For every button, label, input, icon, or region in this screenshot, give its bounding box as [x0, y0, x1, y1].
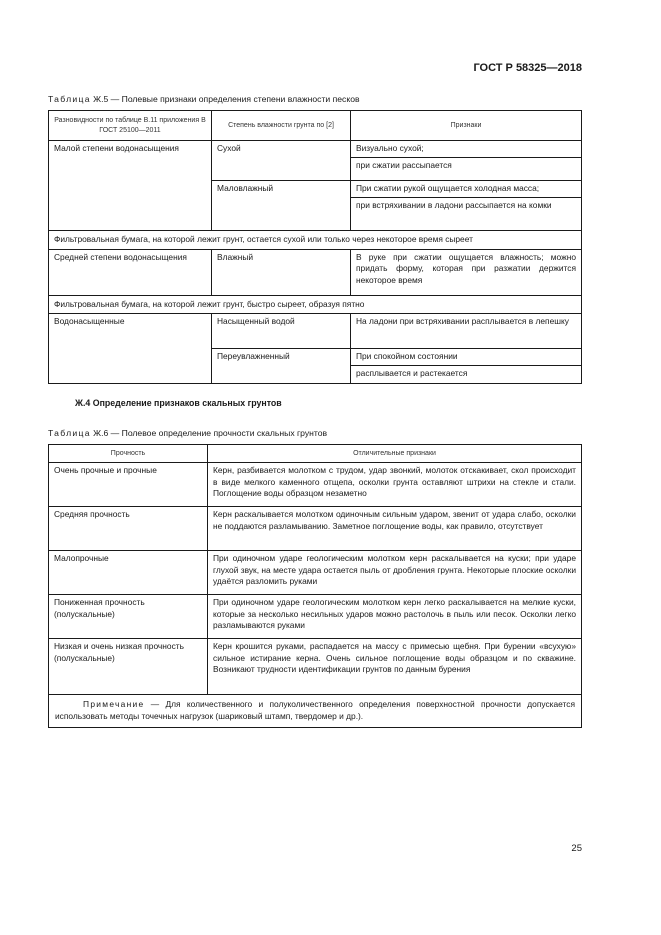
- table6-signs-cell: При одиночном ударе геологическим молотком керн легко раскалывается на мелкие куски, которые за несколько несильных ударов можно растолочь в пыль или песок. Осколки легко разламываются руками: [208, 595, 582, 639]
- table5-header-degree: Степень влажности грунта по [2]: [212, 111, 351, 141]
- table5-note-row: Фильтровальная бумага, на которой лежит грунт, остается сухой или только через некоторое время сыреет: [49, 231, 582, 250]
- table5-degree-cell: Влажный: [212, 249, 351, 295]
- table6-note-text: — Для количественного и полуколичественного определения поверхностной прочности допускается использовать методы точечных нагрузок (шариковый штамп, твердомер и др.).: [55, 699, 575, 721]
- document-code: ГОСТ Р 58325—2018: [473, 62, 582, 74]
- table6-strength-cell: Низкая и очень низкая прочность (полускальные): [49, 639, 208, 695]
- table6-signs-cell: Керн раскалывается молотком одиночным сильным ударом, звенит от удара слабо, осколки не поддаются разламыванию. Заметное поглощение воды, как правило, отсутствует: [208, 507, 582, 551]
- table6: [48, 444, 582, 728]
- table6-signs-cell: Керн крошится руками, распадается на массу с примесью щебня. При бурении «всухую» сильное истирание керна. Очень сильное поглощение воды образцом и по скважине. Возникают трудности идентификации грунтов по данным бурения: [208, 639, 582, 695]
- table5-degree-cell: Насыщенный водой: [212, 314, 351, 349]
- table6-header-signs: Отличительные признаки: [208, 445, 582, 463]
- table5-signs-cell: [351, 141, 582, 181]
- table5-degree-cell: Переувлажненный: [212, 349, 351, 384]
- table5: [48, 110, 582, 384]
- table6-strength-cell: Средняя прочность: [49, 507, 208, 551]
- page-number: 25: [571, 843, 582, 854]
- table6-caption-prefix: Таблица: [48, 428, 91, 438]
- table5-degree-cell: Маловлажный: [212, 181, 351, 231]
- table5-signs-cell: [351, 181, 582, 231]
- table5-signs-cell: В руке при сжатии ощущается влажность; можно придать форму, которая при разжатии держится некоторое время: [351, 249, 582, 295]
- table5-header-kind: Разновидности по таблице В.11 приложения В ГОСТ 25100—2011: [49, 111, 212, 141]
- table6-strength-cell: Очень прочные и прочные: [49, 463, 208, 507]
- table5-kind-cell: Водонасыщенные: [49, 314, 212, 384]
- table6-note-label: Примечание: [83, 699, 145, 709]
- table5-degree-cell: Сухой: [212, 141, 351, 181]
- table5-caption-text: Ж.5 — Полевые признаки определения степени влажности песков: [90, 94, 360, 104]
- table6-strength-cell: Пониженная прочность (полускальные): [49, 595, 208, 639]
- table5-sign-line: при встряхивании в ладони рассыпается на комки: [351, 197, 581, 214]
- table5-caption-prefix: Таблица: [48, 94, 91, 104]
- table5-caption: [48, 94, 360, 104]
- table6-header-strength: Прочность: [49, 445, 208, 463]
- section-heading: Ж.4 Определение признаков скальных грунтов: [75, 398, 282, 408]
- table5-kind-cell: Средней степени водонасыщения: [49, 249, 212, 295]
- table6-signs-cell: Керн, разбивается молотком с трудом, удар звонкий, молоток отскакивает, скол происходит в виде мелкого каменного отщепа, осколки грунта оставляют штрихи на стекле и стали. Поглощение воды образцом незаметно: [208, 463, 582, 507]
- table5-sign-line: При спокойном состоянии: [356, 351, 458, 361]
- table6-strength-cell: Малопрочные: [49, 551, 208, 595]
- table5-header-signs: Признаки: [351, 111, 582, 141]
- table5-signs-cell: [351, 349, 582, 384]
- table5-sign-line: Визуально сухой;: [356, 143, 424, 153]
- table6-caption: [48, 428, 327, 438]
- table6-signs-cell: При одиночном ударе геологическим молотком керн раскалывается на куски; при ударе глухой звук, на месте удара остается пыль от дробления грунта. Некоторые плоские осколки удаётся разломить руками: [208, 551, 582, 595]
- table5-sign-line: При сжатии рукой ощущается холодная масса;: [356, 183, 540, 193]
- table6-caption-text: Ж.6 — Полевое определение прочности скальных грунтов: [90, 428, 328, 438]
- table5-sign-line: расплывается и растекается: [351, 365, 581, 382]
- table5-signs-cell: На ладони при встряхивании расплывается в лепешку: [351, 314, 582, 349]
- table5-kind-cell: Малой степени водонасыщения: [49, 141, 212, 231]
- table5-note-row: Фильтровальная бумага, на которой лежит грунт, быстро сыреет, образуя пятно: [49, 295, 582, 314]
- table5-sign-line: при сжатии рассыпается: [351, 157, 581, 174]
- table6-note: [49, 695, 582, 728]
